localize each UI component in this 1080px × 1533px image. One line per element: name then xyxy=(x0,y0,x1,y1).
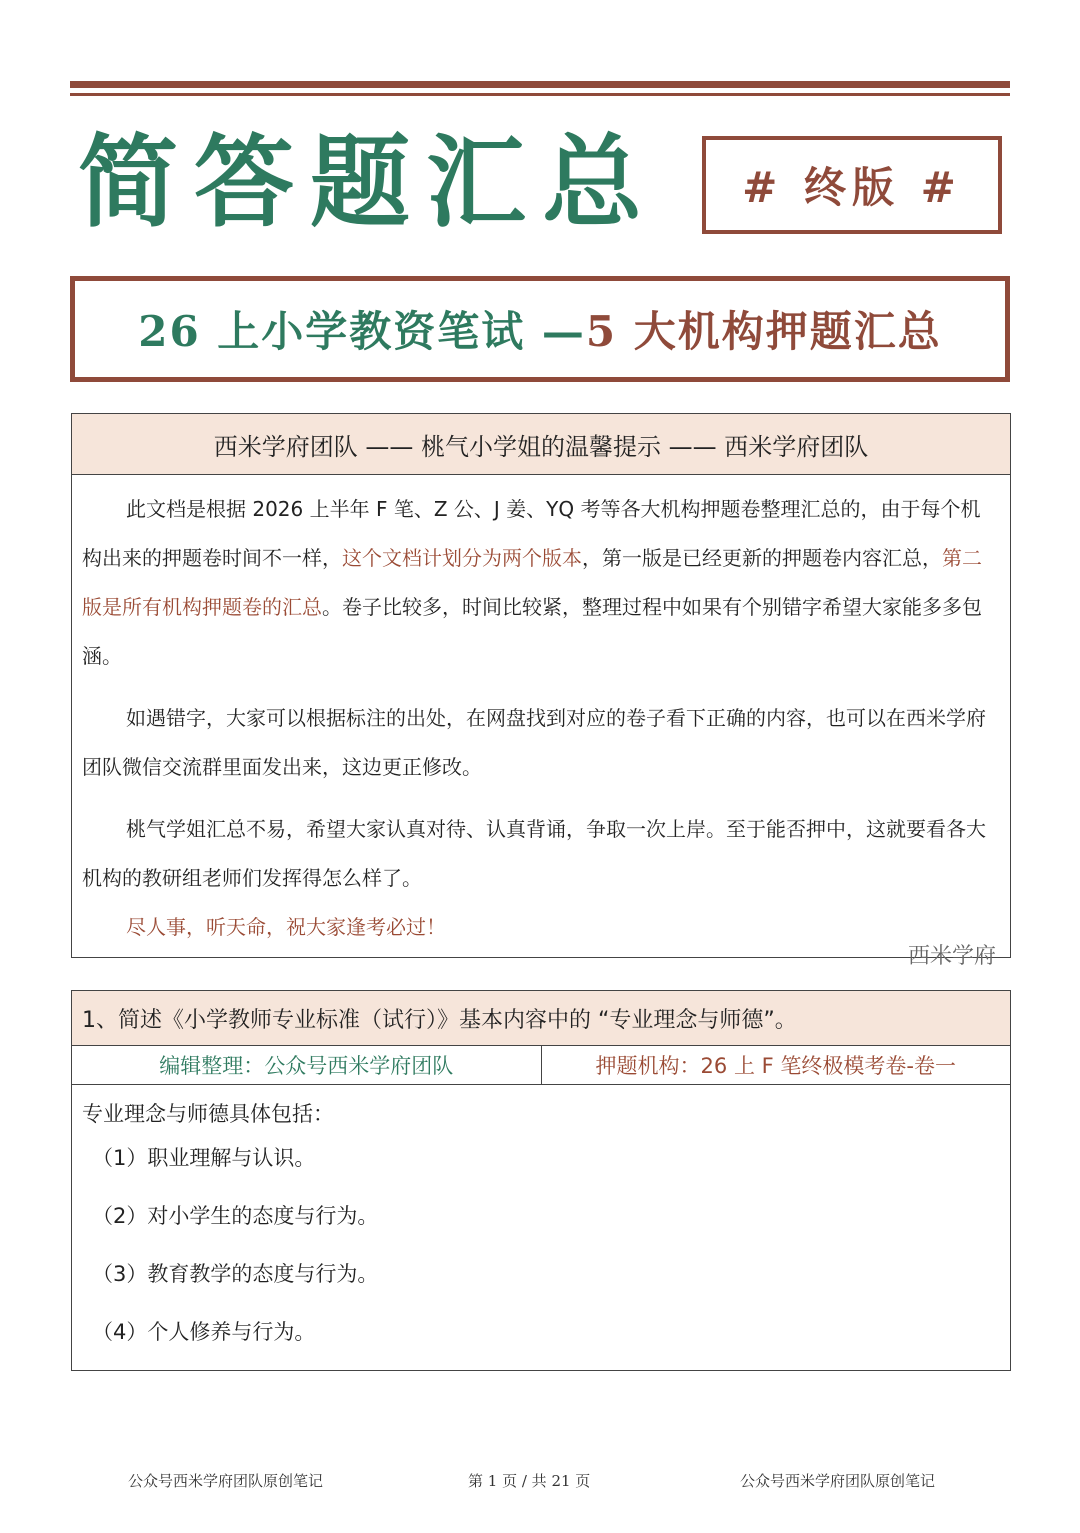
p1-text-c: 。卷子比较多，时间比较紧，整理过程中如果有个别错字希望大家能多多包涵。 xyxy=(82,595,982,668)
notice-heading: 西米学府团队 —— 桃气小学姐的温馨提示 —— 西米学府团队 xyxy=(72,414,1010,475)
footer-right: 公众号西米学府团队原创笔记 xyxy=(740,1472,936,1490)
answer-item: （2）对小学生的态度与行为。 xyxy=(92,1204,379,1228)
page-footer xyxy=(0,1470,1080,1494)
p1-text-b: ，第一版是已经更新的押题卷内容汇总， xyxy=(582,546,942,570)
question-source: 押题机构：26 上 F 笔终极模考卷-卷一 xyxy=(595,1054,956,1078)
page-title: 简答题汇总 xyxy=(78,123,658,241)
footer-page-number: 第 1 页 / 共 21 页 xyxy=(468,1472,591,1490)
footer-left: 公众号西米学府团队原创笔记 xyxy=(128,1472,324,1490)
answer-item: （3）教育教学的态度与行为。 xyxy=(92,1262,379,1286)
version-badge: # 终版 # xyxy=(702,136,1002,234)
subtitle-right: 5 大机构押题汇总 xyxy=(585,307,942,356)
top-rule-thick xyxy=(70,81,1010,88)
notice-paragraph-1 xyxy=(82,485,1000,681)
notice-paragraph-2: 如遇错字，大家可以根据标注的出处，在网盘找到对应的卷子看下正确的内容，也可以在西米学府团队微信交流群里面发出来，这边更正修改。 xyxy=(82,706,986,779)
watermark: 西米学府 xyxy=(907,944,996,969)
p1-text-a: 此文档是根据 2026 上半年 F 笔、Z 公、J 姜、YQ 考等各大机构押题卷整理汇总的，由于每个机构出来的押题卷时间不一样， xyxy=(82,497,981,570)
notice-body xyxy=(72,475,1010,952)
top-rule-thin xyxy=(70,93,1010,96)
notice-closing: 尽人事，听天命，祝大家逢考必过！ xyxy=(126,915,446,939)
question-title: 1、简述《小学教师专业标准（试行）》基本内容中的 “专业理念与师德”。 xyxy=(72,991,1010,1046)
answer-intro: 专业理念与师德具体包括： xyxy=(82,1102,334,1126)
question-box xyxy=(71,990,1011,1371)
answer-item: （1）职业理解与认识。 xyxy=(92,1146,316,1170)
subtitle-left: 26 上小学教资笔试 — xyxy=(138,307,586,356)
question-meta xyxy=(72,1046,1010,1085)
answer-item: （4）个人修养与行为。 xyxy=(92,1320,316,1344)
subtitle-banner xyxy=(70,276,1010,382)
notice-paragraph-3: 桃气学姐汇总不易，希望大家认真对待、认真背诵，争取一次上岸。至于能否押中，这就要看各大机构的教研组老师们发挥得怎么样了。 xyxy=(82,817,986,890)
question-editor: 编辑整理：公众号西米学府团队 xyxy=(72,1046,542,1084)
p1-highlight-1: 这个文档计划分为两个版本 xyxy=(342,546,582,570)
notice-box xyxy=(71,413,1011,969)
p1-highlight-2: 第二版是所有机构押题卷的汇总 xyxy=(82,546,982,619)
